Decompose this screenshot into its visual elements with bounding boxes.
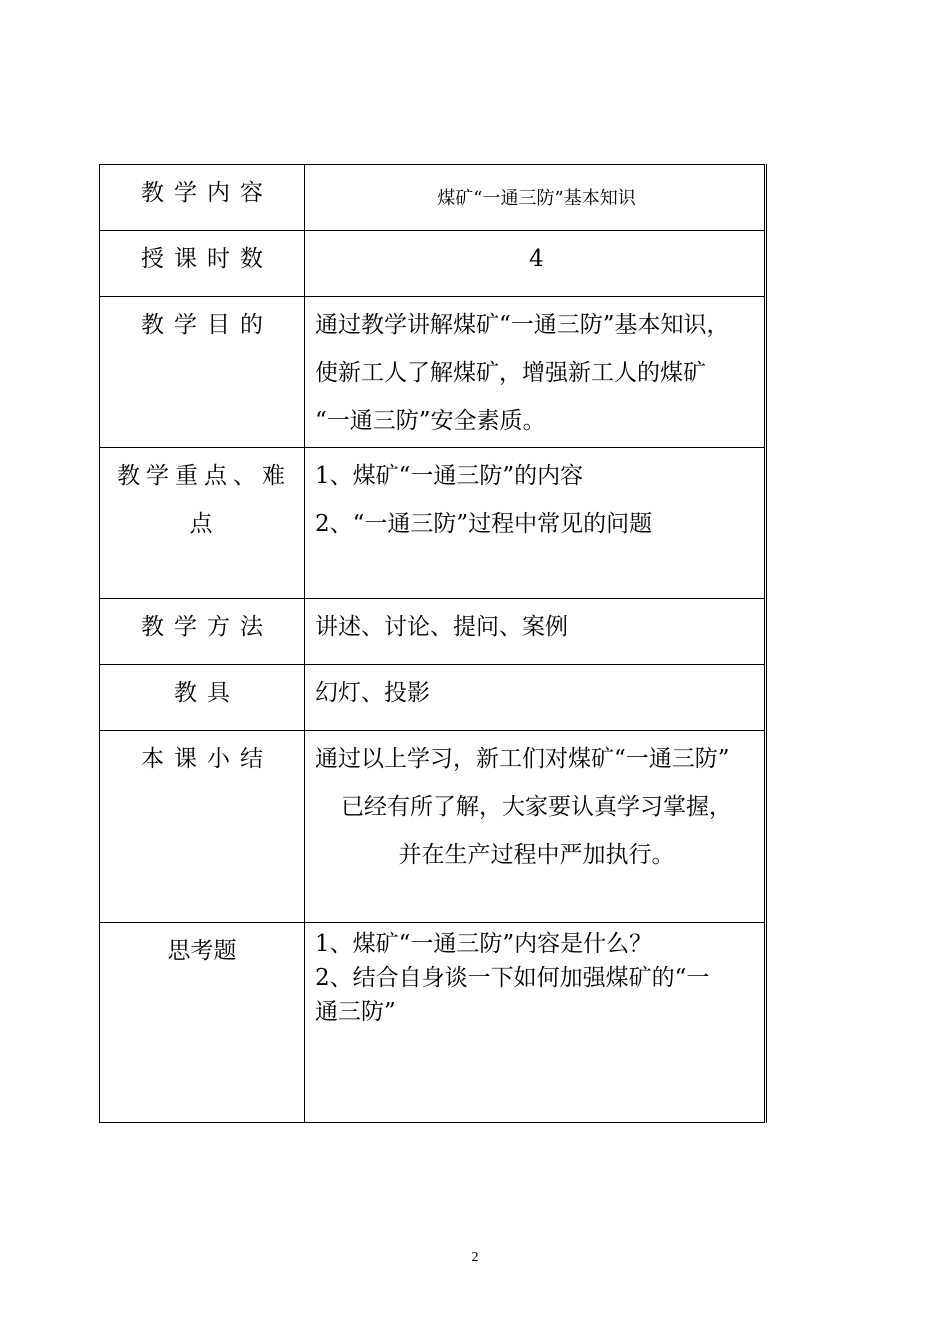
table-row-lesson-hours (100, 231, 766, 297)
teaching-goal-line: “一通三防”安全素质。 (315, 408, 546, 434)
table-row-key-points (100, 448, 766, 599)
teaching-method-line: 讲述、讨论、提问、案例 (315, 614, 568, 640)
value-lesson-summary (305, 731, 766, 923)
lesson-summary-line: 并在生产过程中严加执行。 (398, 842, 675, 868)
value-questions (305, 923, 766, 1123)
label-key-points: 教学重点、难点 (100, 448, 305, 599)
key-points-line: 1、煤矿“一通三防”的内容 (315, 463, 584, 489)
value-key-points (305, 448, 766, 599)
key-points-line: 2、“一通三防”过程中常见的问题 (315, 511, 653, 537)
page-number: 2 (471, 1250, 479, 1265)
label-teaching-method: 教学方法 (100, 599, 305, 665)
table-row-teaching-aids (100, 665, 766, 731)
table-row-questions (100, 923, 766, 1123)
teaching-aids-line: 幻灯、投影 (315, 680, 430, 706)
table-row-teaching-method (100, 599, 766, 665)
teaching-content-line: 煤矿“一通三防”基本知识 (437, 188, 636, 209)
value-teaching-content (305, 165, 766, 231)
lesson-plan-table (99, 164, 767, 1123)
label-teaching-content: 教学内容 (100, 165, 305, 231)
value-teaching-goal (305, 297, 766, 448)
label-teaching-aids: 教具 (100, 665, 305, 731)
questions-line: 2、结合自身谈一下如何加强煤矿的“一 (315, 965, 710, 991)
lesson-hours-line: 4 (529, 246, 544, 272)
teaching-goal-line: 通过教学讲解煤矿“一通三防”基本知识， (315, 312, 730, 338)
label-lesson-hours: 授课时数 (100, 231, 305, 297)
value-teaching-method (305, 599, 766, 665)
table-row-lesson-summary (100, 731, 766, 923)
questions-line: 通三防” (315, 999, 396, 1025)
label-lesson-summary: 本课小结 (100, 731, 305, 923)
label-teaching-goal: 教学目的 (100, 297, 305, 448)
value-teaching-aids (305, 665, 766, 731)
teaching-goal-line: 使新工人了解煤矿，增强新工人的煤矿 (315, 360, 706, 386)
questions-line: 1、煤矿“一通三防”内容是什么？ (315, 931, 653, 957)
value-lesson-hours (305, 231, 766, 297)
table-row-teaching-goal (100, 297, 766, 448)
label-questions: 思考题 (100, 923, 305, 1123)
table-row-teaching-content (100, 165, 766, 231)
lesson-summary-line: 通过以上学习，新工们对煤矿“一通三防” (315, 746, 730, 772)
lesson-summary-line: 已经有所了解，大家要认真学习掌握， (341, 794, 732, 820)
